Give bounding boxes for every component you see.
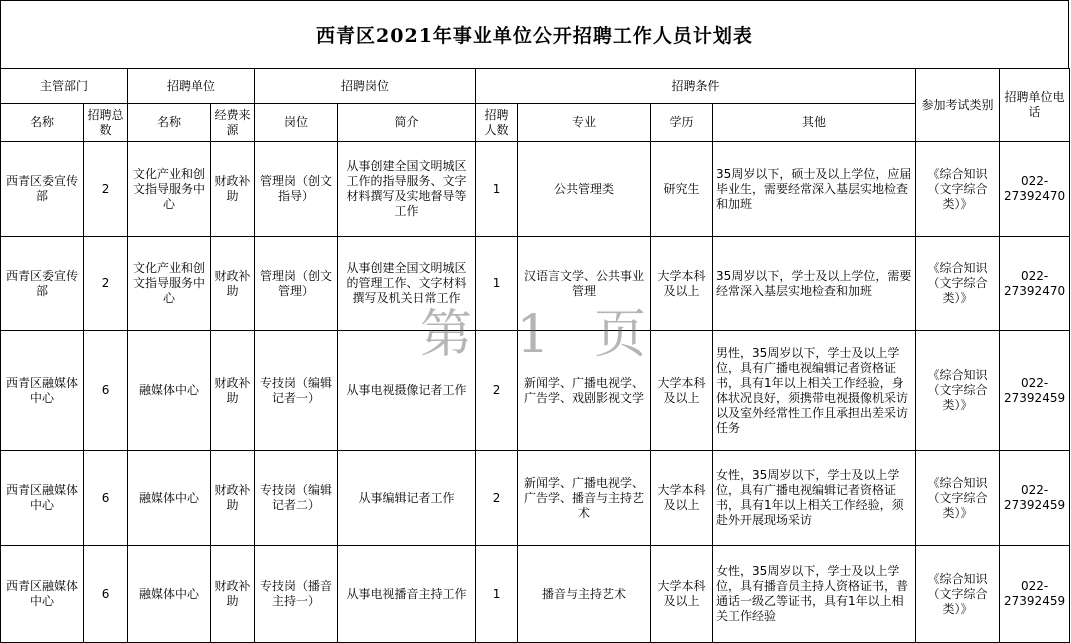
cell-major: 新闻学、广播电视学、广告学、播音与主持艺术	[518, 451, 651, 546]
cell-major: 汉语言文学、公共事业管理	[518, 237, 651, 331]
cell-dept: 西青区融媒体中心	[1, 546, 84, 643]
cell-other: 女性，35周岁以下，学士及以上学位，具有播音员主持人资格证书，普通话一级乙等证书，具有1年以上相关工作经验	[713, 546, 916, 643]
table-row	[1, 142, 1070, 237]
cell-count: 1	[476, 546, 518, 643]
cell-post: 管理岗（创文管理）	[255, 237, 338, 331]
page-watermark: 第 1 页	[420, 305, 661, 365]
cell-total: 6	[84, 451, 128, 546]
header-phone: 招聘单位电话	[1000, 69, 1070, 142]
table-row	[1, 237, 1070, 331]
cell-phone: 022-27392459	[1000, 331, 1070, 451]
header-funding: 经费来源	[211, 104, 255, 142]
cell-intro: 从事电视摄像记者工作	[338, 331, 476, 451]
cell-dept: 西青区融媒体中心	[1, 451, 84, 546]
cell-education: 大学本科及以上	[651, 451, 713, 546]
cell-phone: 022-27392470	[1000, 142, 1070, 237]
cell-education: 大学本科及以上	[651, 546, 713, 643]
cell-count: 1	[476, 237, 518, 331]
cell-education: 大学本科及以上	[651, 331, 713, 451]
header-row-groups	[1, 69, 1070, 104]
cell-education: 大学本科及以上	[651, 237, 713, 331]
cell-intro: 从事电视播音主持工作	[338, 546, 476, 643]
cell-exam: 《综合知识（文字综合类）》	[916, 546, 1000, 643]
cell-count: 2	[476, 331, 518, 451]
cell-major: 公共管理类	[518, 142, 651, 237]
cell-total: 2	[84, 142, 128, 237]
cell-total: 6	[84, 546, 128, 643]
cell-unit: 文化产业和创文指导服务中心	[128, 237, 211, 331]
cell-post: 管理岗（创文指导）	[255, 142, 338, 237]
cell-education: 研究生	[651, 142, 713, 237]
header-unit-name: 名称	[128, 104, 211, 142]
cell-other: 女性，35周岁以下，学士及以上学位，具有广播电视编辑记者资格证书，具有1年以上相关工作经验，须赴外开展现场采访	[713, 451, 916, 546]
header-dept-name: 名称	[1, 104, 84, 142]
cell-count: 1	[476, 142, 518, 237]
cell-exam: 《综合知识（文字综合类）》	[916, 451, 1000, 546]
cell-post: 专技岗（编辑记者一）	[255, 331, 338, 451]
cell-funding: 财政补助	[211, 142, 255, 237]
cell-phone: 022-27392459	[1000, 546, 1070, 643]
cell-intro: 从事创建全国文明城区的管理工作、文字材料撰写及机关日常工作	[338, 237, 476, 331]
cell-funding: 财政补助	[211, 546, 255, 643]
cell-phone: 022-27392470	[1000, 237, 1070, 331]
cell-major: 播音与主持艺术	[518, 546, 651, 643]
header-conditions: 招聘条件	[476, 69, 916, 104]
cell-post: 专技岗（编辑记者二）	[255, 451, 338, 546]
cell-phone: 022-27392459	[1000, 451, 1070, 546]
cell-dept: 西青区委宣传部	[1, 237, 84, 331]
cell-intro: 从事编辑记者工作	[338, 451, 476, 546]
cell-total: 6	[84, 331, 128, 451]
page-title: 西青区2021年事业单位公开招聘工作人员计划表	[0, 0, 1069, 68]
header-dept: 主管部门	[1, 69, 128, 104]
cell-funding: 财政补助	[211, 331, 255, 451]
header-unit: 招聘单位	[128, 69, 255, 104]
table-row	[1, 451, 1070, 546]
cell-unit: 文化产业和创文指导服务中心	[128, 142, 211, 237]
header-total: 招聘总数	[84, 104, 128, 142]
header-post-name: 岗位	[255, 104, 338, 142]
cell-intro: 从事创建全国文明城区工作的指导服务、文字材料撰写及实地督导等工作	[338, 142, 476, 237]
cell-exam: 《综合知识（文字综合类）》	[916, 237, 1000, 331]
recruitment-table	[0, 68, 1070, 643]
cell-unit: 融媒体中心	[128, 546, 211, 643]
cell-other: 35周岁以下，硕士及以上学位，应届毕业生，需要经常深入基层实地检查和加班	[713, 142, 916, 237]
cell-unit: 融媒体中心	[128, 451, 211, 546]
cell-exam: 《综合知识（文字综合类）》	[916, 142, 1000, 237]
cell-funding: 财政补助	[211, 451, 255, 546]
header-count: 招聘人数	[476, 104, 518, 142]
cell-dept: 西青区委宣传部	[1, 142, 84, 237]
cell-post: 专技岗（播音主持一）	[255, 546, 338, 643]
header-major: 专业	[518, 104, 651, 142]
table-row	[1, 331, 1070, 451]
cell-dept: 西青区融媒体中心	[1, 331, 84, 451]
cell-count: 2	[476, 451, 518, 546]
header-exam-type: 参加考试类别	[916, 69, 1000, 142]
cell-other: 男性，35周岁以下，学士及以上学位，具有广播电视编辑记者资格证书，具有1年以上相关工作经验，身体状况良好，须携带电视摄像机采访以及室外经常性工作且承担出差采访任务	[713, 331, 916, 451]
cell-funding: 财政补助	[211, 237, 255, 331]
cell-total: 2	[84, 237, 128, 331]
header-row-columns	[1, 104, 1070, 142]
cell-major: 新闻学、广播电视学、广告学、戏剧影视文学	[518, 331, 651, 451]
table-row	[1, 546, 1070, 643]
header-post: 招聘岗位	[255, 69, 476, 104]
cell-unit: 融媒体中心	[128, 331, 211, 451]
header-intro: 简介	[338, 104, 476, 142]
cell-exam: 《综合知识（文字综合类）》	[916, 331, 1000, 451]
header-education: 学历	[651, 104, 713, 142]
cell-other: 35周岁以下，学士及以上学位，需要经常深入基层实地检查和加班	[713, 237, 916, 331]
header-other: 其他	[713, 104, 916, 142]
